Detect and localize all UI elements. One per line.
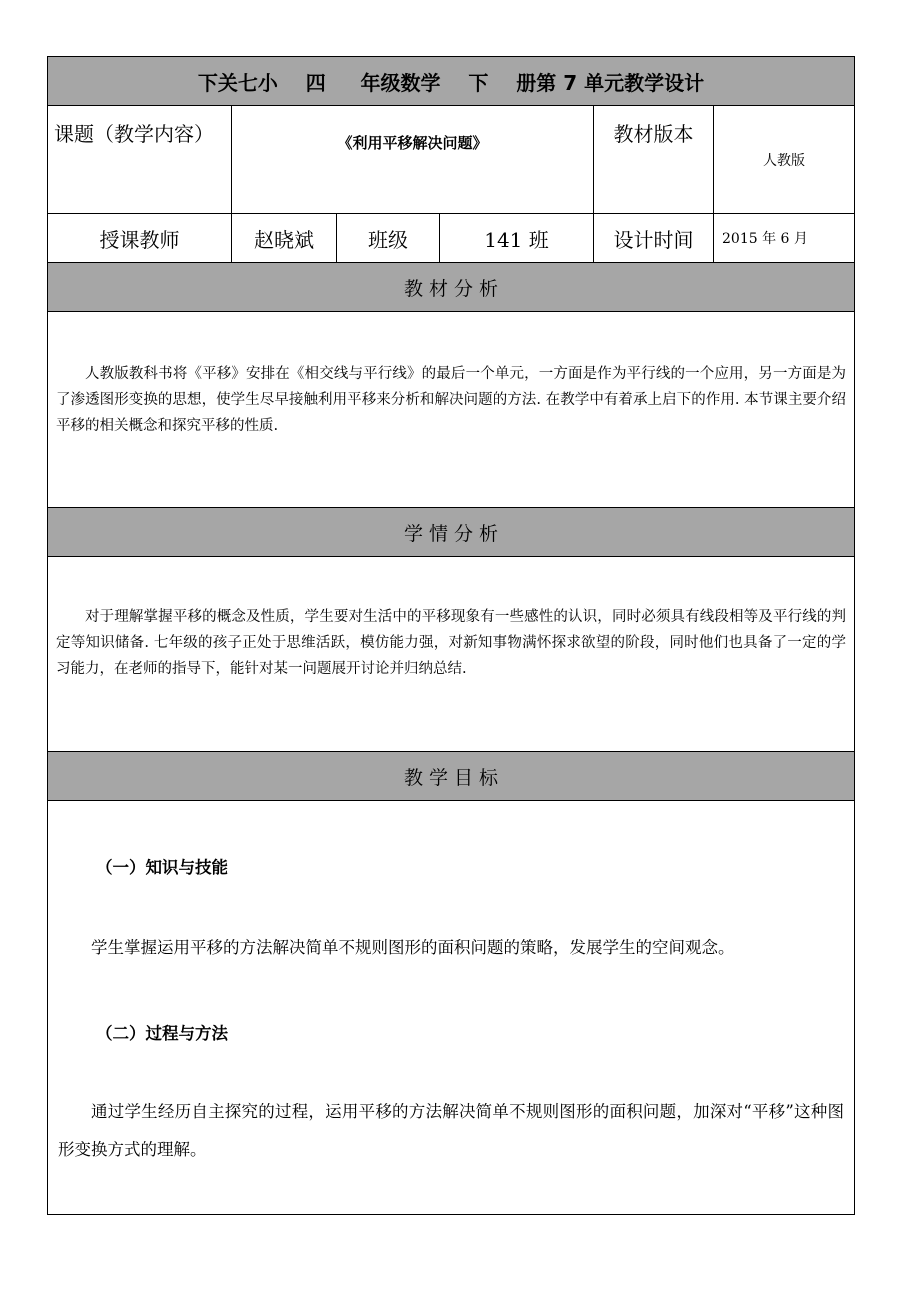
student-analysis-heading: 学 情 分 析 (403, 522, 499, 545)
textbook-analysis-header (48, 263, 854, 312)
date-value: 2015 年 6 月 (722, 231, 808, 247)
topic-row (48, 106, 854, 214)
class-label: 班级 (368, 227, 408, 252)
date-label-cell (594, 214, 714, 262)
teacher-value-cell (232, 214, 337, 262)
teacher-value: 赵晓斌 (254, 227, 314, 252)
textbook-analysis-body (48, 312, 854, 508)
student-analysis-body (48, 557, 854, 752)
document-title: 下关七小 四 年级数学 下 册第 7 单元教学设计 (197, 70, 705, 95)
teacher-row (48, 214, 854, 263)
student-analysis-text: 对于理解掌握平移的概念及性质，学生要对生活中的平移现象有一些感性的认识，同时必须具有线段相等及平行线的判定等知识储备. 七年级的孩子正处于思维活跃，模仿能力强，对新知事物满怀探求欲望的阶段，同时他们也具备了一定的学习能力，在老师的指导下，能针对某一问题展开讨论并归纳总结. (56, 609, 846, 677)
process-method-text: 通过学生经历自主探究的过程，运用平移的方法解决简单不规则图形的面积问题，加深对“平移”这种图形变换方式的理解。 (58, 1102, 844, 1159)
date-label: 设计时间 (613, 227, 694, 252)
class-value-cell (440, 214, 594, 262)
knowledge-skills-subheading: （一）知识与技能 (96, 858, 228, 877)
teacher-label: 授课教师 (99, 227, 180, 252)
topic-value-cell (232, 106, 594, 213)
objectives-body (48, 801, 854, 1214)
knowledge-skills-text: 学生掌握运用平移的方法解决简单不规则图形的面积问题的策略，发展学生的空间观念。 (91, 938, 735, 957)
process-method-subheading: （二）过程与方法 (96, 1024, 228, 1043)
textbook-analysis-text: 人教版教科书将《平移》安排在《相交线与平行线》的最后一个单元，一方面是作为平行线的一个应用，另一方面是为了渗透图形变换的思想，使学生尽早接触利用平移来分析和解决问题的方法. 在教学中有着承上启下的作用. 本节课主要介绍平移的相关概念和探究平移的性质. (56, 366, 846, 434)
teacher-label-cell (48, 214, 232, 262)
topic-label-cell (48, 106, 232, 213)
objectives-heading: 教 学 目 标 (403, 766, 499, 789)
title-row (48, 57, 854, 106)
topic-label: 课题（教学内容） (54, 122, 214, 146)
class-label-cell (337, 214, 440, 262)
lesson-plan-table (47, 56, 855, 1215)
edition-label: 教材版本 (613, 122, 694, 146)
edition-value: 人教版 (763, 153, 805, 169)
objectives-header (48, 752, 854, 801)
date-value-cell (714, 214, 854, 262)
topic-value: 《利用平移解决问题》 (337, 134, 488, 152)
edition-label-cell (594, 106, 714, 213)
edition-value-cell (714, 106, 854, 213)
class-value: 141 班 (484, 227, 549, 252)
textbook-analysis-heading: 教 材 分 析 (403, 277, 499, 300)
student-analysis-header (48, 508, 854, 557)
